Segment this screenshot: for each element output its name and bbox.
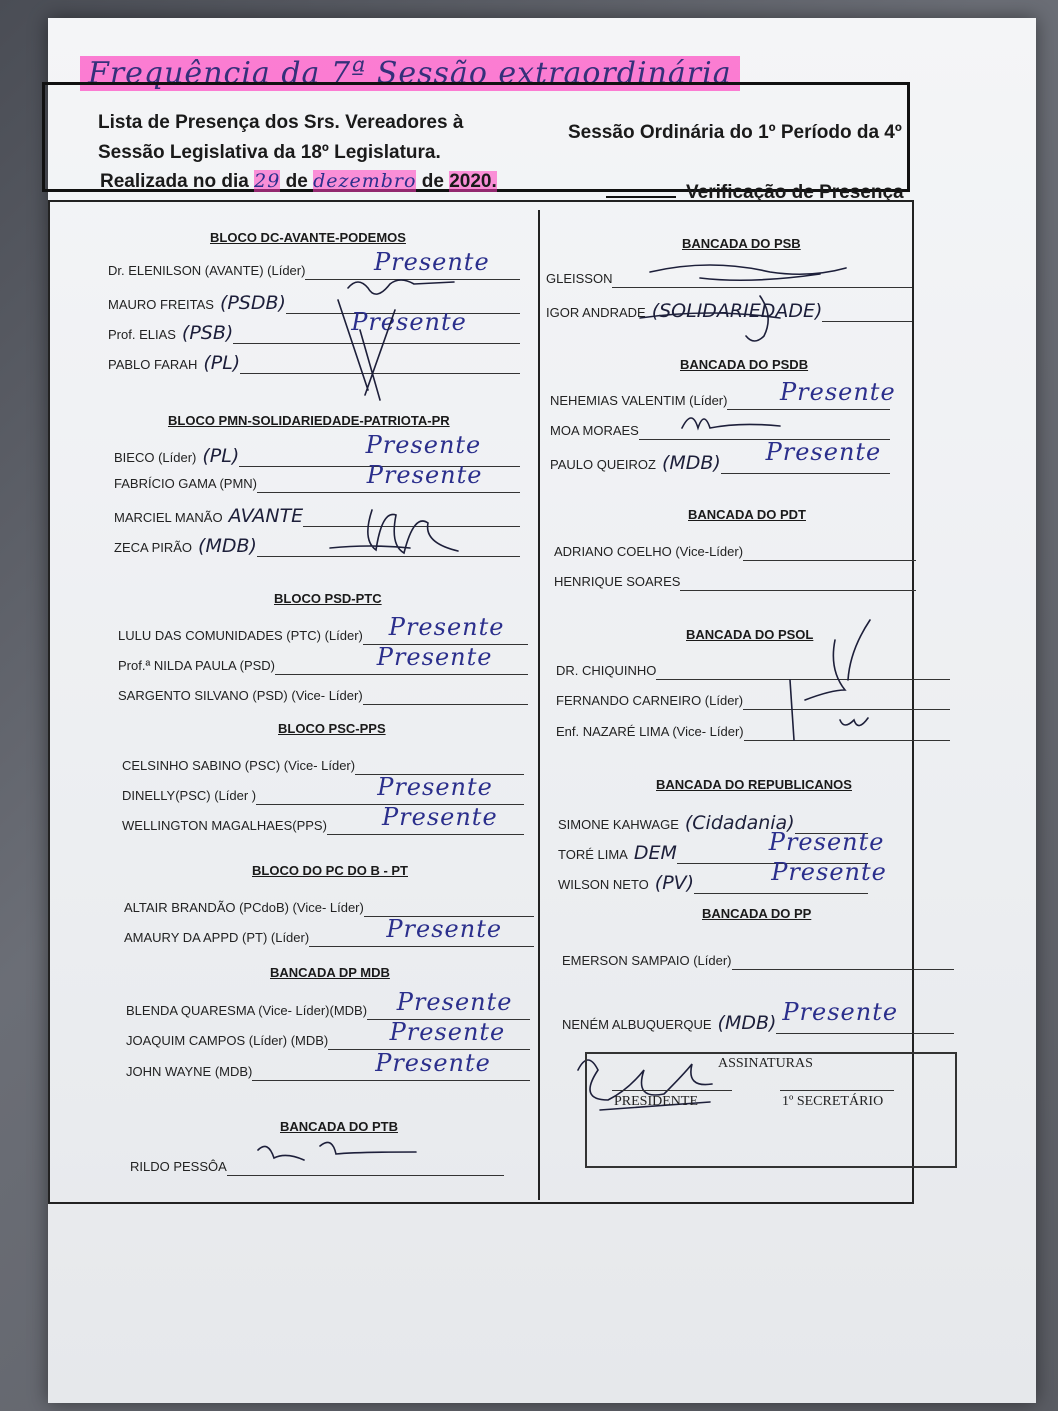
party-annotation: (MDB) — [198, 535, 257, 557]
header-line1-right: Sessão Ordinária do 1º Período da 4º — [568, 122, 902, 143]
member-name: MOA MORAES — [550, 423, 639, 438]
signature-moa-moraes — [682, 418, 780, 428]
header-line1-left: Lista de Presença dos Srs. Vereadores à — [98, 112, 464, 133]
block-title: BLOCO PSC-PPS — [278, 721, 386, 736]
member-name: IGOR ANDRADE — [546, 305, 646, 320]
signature-zeca-pirao — [330, 510, 458, 553]
verification-label: Verificação de Presença — [686, 182, 904, 203]
signature-gleisson — [650, 265, 846, 280]
block-title: BANCADA DO PSB — [682, 236, 801, 251]
member-name: HENRIQUE SOARES — [554, 574, 681, 589]
member-name: MARCIEL MANÃO — [114, 510, 223, 525]
member-name: BLENDA QUARESMA (Vice- Líder)(MDB) — [126, 1003, 368, 1018]
member-name: NEHEMIAS VALENTIM (Líder) — [550, 393, 728, 408]
month-handwritten: dezembro — [313, 170, 417, 192]
presence-mark: Presente — [396, 988, 513, 1016]
member-name: JOAQUIM CAMPOS (Líder) (MDB) — [126, 1033, 329, 1048]
block-title: BANCADA DO REPUBLICANOS — [656, 777, 852, 792]
presence-mark: Presente — [388, 613, 505, 641]
member-name: WILSON NETO — [558, 877, 649, 892]
presence-mark: Presente — [375, 1049, 491, 1077]
member-name: PAULO QUEIROZ — [550, 457, 656, 472]
member-name: DINELLY(PSC) (Líder ) — [122, 788, 257, 803]
president-label: PRESIDENTE — [614, 1094, 698, 1109]
member-name: NENÉM ALBUQUERQUE — [562, 1017, 712, 1032]
presence-mark: Presente — [780, 378, 896, 406]
member-name: PABLO FARAH — [108, 357, 198, 372]
party-annotation: (MDB) — [717, 1012, 777, 1034]
presence-mark: Presente — [771, 858, 887, 886]
block-title: BANCADA DO PP — [702, 906, 812, 921]
member-name: DR. CHIQUINHO — [556, 663, 657, 678]
year: 2020. — [449, 171, 497, 192]
member-name: EMERSON SAMPAIO (Líder) — [562, 953, 732, 968]
party-annotation: (PSB) — [181, 322, 234, 344]
member-name: TORÉ LIMA — [558, 847, 628, 862]
presence-mark: Presente — [782, 998, 899, 1026]
signature-pablo-farah — [338, 300, 395, 400]
block-title: BLOCO PMN-SOLIDARIEDADE-PATRIOTA-PR — [168, 413, 450, 428]
presence-mark: Presente — [768, 828, 885, 856]
party-annotation: (MDB) — [661, 452, 721, 474]
presence-mark: Presente — [377, 773, 493, 801]
presence-mark: Presente — [366, 461, 483, 489]
member-name: JOHN WAYNE (MDB) — [126, 1064, 253, 1079]
presence-mark: Presente — [765, 438, 882, 466]
presence-mark: Presente — [374, 248, 490, 276]
member-name: ALTAIR BRANDÃO (PCdoB) (Vice- Líder) — [124, 900, 364, 915]
presence-mark: Presente — [389, 1018, 506, 1046]
member-name: Dr. ELENILSON (AVANTE) (Líder) — [108, 263, 306, 278]
party-annotation: (PL) — [202, 445, 240, 467]
member-name: AMAURY DA APPD (PT) (Líder) — [124, 930, 310, 945]
block-title: BANCADA DO PDT — [688, 507, 806, 522]
member-name: WELLINGTON MAGALHAES(PPS) — [122, 818, 327, 833]
secretary-label: 1º SECRETÁRIO — [782, 1094, 884, 1109]
member-name: Prof.ª NILDA PAULA (PSD) — [118, 658, 276, 673]
block-title: BLOCO DC-AVANTE-PODEMOS — [210, 230, 406, 245]
presence-mark: Presente — [382, 803, 498, 831]
member-name: LULU DAS COMUNIDADES (PTC) (Líder) — [118, 628, 363, 643]
signatures-title: ASSINATURAS — [718, 1056, 813, 1071]
block-title: BANCADA DO PSOL — [686, 627, 814, 642]
block-title: BLOCO PSD-PTC — [274, 591, 382, 606]
signature-psol — [790, 620, 870, 740]
block-title: BLOCO DO PC DO B - PT — [252, 863, 408, 878]
member-name: RILDO PESSÔA — [130, 1159, 227, 1174]
presence-mark: Presente — [376, 643, 493, 671]
party-annotation: AVANTE — [228, 505, 304, 527]
header-line2: Sessão Legislativa da 18º Legislatura. — [98, 142, 441, 163]
member-name: CELSINHO SABINO (PSC) (Vice- Líder) — [122, 758, 356, 773]
member-name: FERNANDO CARNEIRO (Líder) — [556, 693, 744, 708]
member-name: ZECA PIRÃO — [114, 540, 193, 555]
member-name: SIMONE KAHWAGE — [558, 817, 679, 832]
block-title: BANCADA DP MDB — [270, 965, 390, 980]
member-name: GLEISSON — [546, 271, 613, 286]
presence-mark: Presente — [365, 431, 482, 459]
party-annotation: (PL) — [203, 352, 241, 374]
member-name: Enf. NAZARÉ LIMA (Vice- Líder) — [556, 724, 744, 739]
block-title: BANCADA DO PTB — [280, 1119, 398, 1134]
party-annotation: (PSDB) — [219, 292, 286, 314]
member-name: ADRIANO COELHO (Vice-Líder) — [554, 544, 744, 559]
secretary-line — [780, 1090, 894, 1091]
party-annotation: (SOLIDARIEDADE) — [651, 300, 823, 322]
party-annotation: DEM — [633, 842, 677, 864]
member-name: FABRÍCIO GAMA (PMN) — [114, 476, 258, 491]
presence-mark: Presente — [351, 308, 467, 336]
signature-mauro-freitas — [348, 280, 454, 294]
party-annotation: (Cidadania) — [684, 812, 795, 834]
presence-mark: Presente — [386, 915, 503, 943]
member-name: BIECO (Líder) — [114, 450, 197, 465]
member-name: SARGENTO SILVANO (PSD) (Vice- Líder) — [118, 688, 363, 703]
header-date-line: Realizada no dia 29 de dezembro de 2020. — [100, 170, 497, 192]
day-handwritten: 29 — [254, 170, 281, 192]
member-name: Prof. ELIAS — [108, 327, 176, 342]
president-line — [612, 1090, 732, 1091]
party-annotation: (PV) — [654, 872, 695, 894]
block-title: BANCADA DO PSDB — [680, 357, 809, 372]
member-name: MAURO FREITAS — [108, 297, 214, 312]
signature-rildo-pessoa — [258, 1142, 416, 1160]
handwritten-session-title: Frequência da 7ª Sessão extraordinária — [80, 56, 840, 96]
signature-igor-andrade — [640, 296, 780, 341]
